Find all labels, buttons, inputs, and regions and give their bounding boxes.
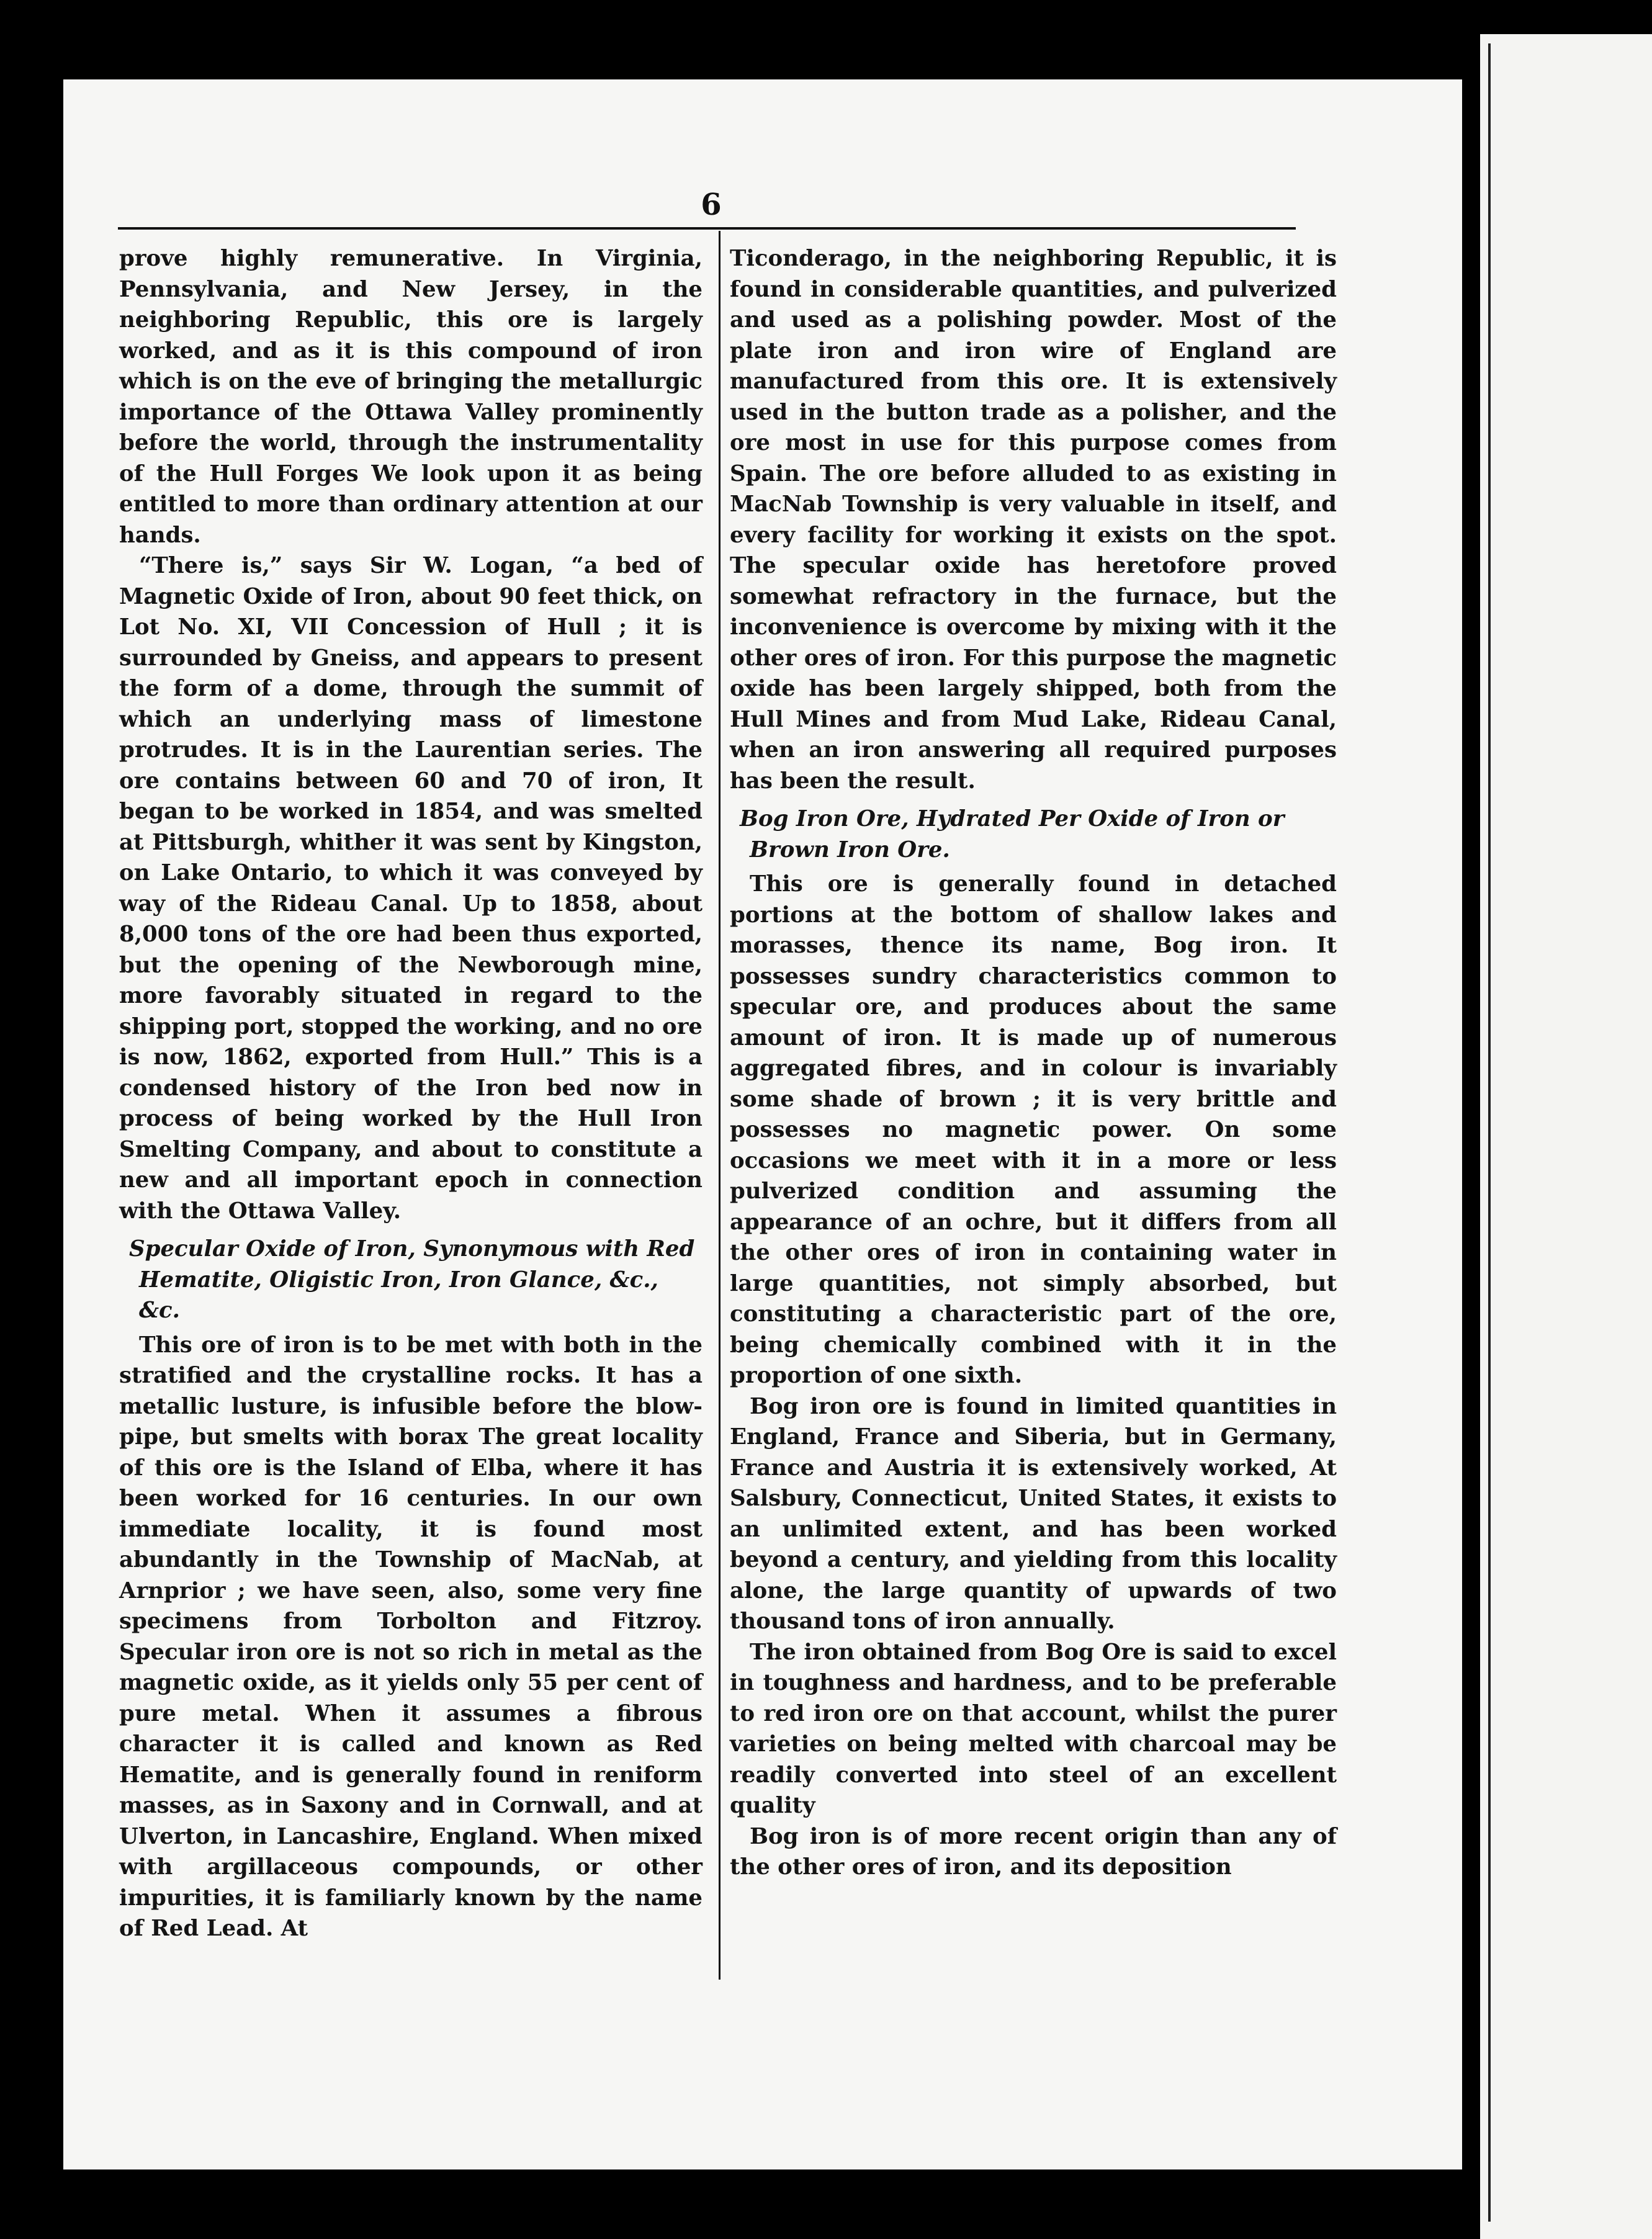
paragraph: Bog iron ore is found in limited quantities in England, France and Siberia, but in Germany, France and Austria it is extensively worked, At Salsbury, Connecticut, United States, it exists to an unlimited extent, and has been worked beyond a century, and yielding from this locality alone, the large quantity of upwards of two thousand tons of iron annually. [730,1393,1337,1634]
paragraph: prove highly remunerative. In Virginia, Pennsylvania, and New Jersey, in the neighboring Republic, this ore is largely worked, and as it is this compound of iron which is on the eve of bringing the metallurgic importance of the Ottawa Valley prominently before the world, through the instrumentality of the Hull Forges We look upon it as being entitled to more than ordinary attention at our hands. [119,246,703,548]
section-heading: Specular Oxide of Iron, Synonymous with Red Hematite, Oligistic Iron, Iron Glance, &c., &c. [129,1236,695,1323]
column-divider [719,231,721,1980]
adjacent-page-edge [1480,34,1652,2239]
header-rule [118,227,1296,230]
paragraph: Ticonderago, in the neighboring Republic, it is found in considerable quantities, and pulverized and used as a polishing powder. Most of the plate iron and iron wire of England are manufactured from this ore. It is extensively used in the button trade as a polisher, and the ore most in use for this purpose comes from Spain. The ore before alluded to as existing in MacNab Township is very valuable in itself, and every facility for working it exists on the spot. The specular oxide has heretofore proved somewhat refractory in the furnace, but the inconvenience is overcome by mixing with it the other ores of iron. For this purpose the magnetic oxide has been largely shipped, both from the Hull Mines and from Mud Lake, Rideau Canal, when an iron answering all required purposes has been the result. [730,246,1337,794]
left-column [119,243,703,1944]
right-column [730,243,1337,1883]
paragraph: The iron obtained from Bog Ore is said to excel in toughness and hardness, and to be preferable to red iron ore on that account, whilst the purer varieties on being melted with charcoal may be readily converted into steel of an excellent quality [730,1639,1337,1818]
section-heading: Bog Iron Ore, Hydrated Per Oxide of Iron or Brown Iron Ore. [740,806,1285,863]
page-number: 6 [701,187,722,222]
paragraph: This ore is generally found in detached portions at the bottom of shallow lakes and morasses, thence its name, Bog iron. It possesses sundry characteristics common to specular ore, and produces about the same amount of iron. It is made up of numerous aggregated fibres, and in colour is invariably some shade of brown ; it is very brittle and possesses no magnetic power. On some occasions we meet with it in a more or less pulverized condition and assuming the appearance of an ochre, but it differs from all the other ores of iron in containing water in large quantities, not simply absorbed, but constituting a characteristic part of the ore, being chemically combined with it in the proportion of one sixth. [730,871,1337,1388]
paragraph: Bog iron is of more recent origin than any of the other ores of iron, and its deposition [730,1823,1337,1880]
page-edge-line [1488,43,1491,2222]
paragraph: This ore of iron is to be met with both in the stratified and the crystalline rocks. It has a metallic lusture, is infusible before the blow-pipe, but smelts with borax The great locality of this ore is the Island of Elba, where it has been worked for 16 centuries. In our own immediate locality, it is found most abundantly in the Township of MacNab, at Arnprior ; we have seen, also, some very fine specimens from Torbolton and Fitzroy. Specular iron ore is not so rich in metal as the magnetic oxide, as it yields only 55 per cent of pure metal. When it assumes a fibrous character it is called and known as Red Hematite, and is generally found in reniform masses, as in Saxony and in Cornwall, and at Ulverton, in Lancashire, England. When mixed with argillaceous compounds, or other impurities, it is familiarly known by the name of Red Lead. At [119,1332,703,1941]
paragraph: “There is,” says Sir W. Logan, “a bed of Magnetic Oxide of Iron, about 90 feet thick, on Lot No. XI, VII Concession of Hull ; it is surrounded by Gneiss, and appears to present the form of a dome, through the summit of which an underlying mass of limestone protrudes. It is in the Laurentian series. The ore contains between 60 and 70 of iron, It began to be worked in 1854, and was smelted at Pittsburgh, whither it was sent by Kingston, on Lake Ontario, to which it was conveyed by way of the Rideau Canal. Up to 1858, about 8,000 tons of the ore had been thus exported, but the opening of the Newborough mine, more favorably situated in regard to the shipping port, stopped the working, and no ore is now, 1862, exported from Hull.” This is a condensed history of the Iron bed now in process of being worked by the Hull Iron Smelting Company, and about to constitute a new and all important epoch in connection with the Ottawa Valley. [119,553,703,1224]
